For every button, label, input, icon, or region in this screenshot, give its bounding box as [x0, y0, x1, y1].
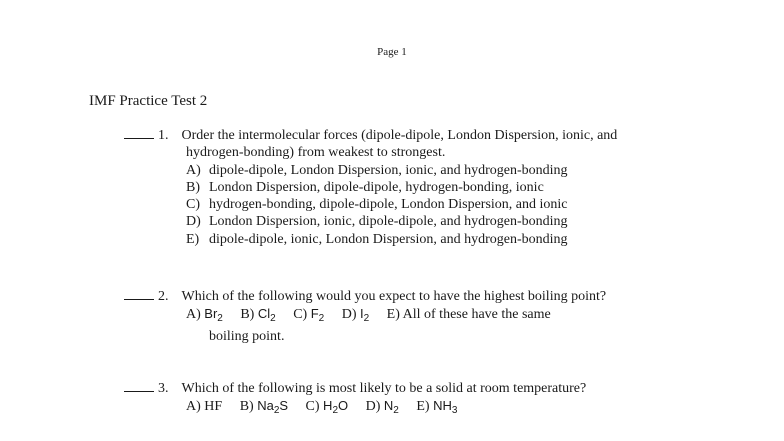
question-3: [124, 380, 586, 420]
answer-blank[interactable]: [124, 288, 154, 300]
question-text: Order the intermolecular forces (dipole-dipole, London Dispersion, ionic, and: [181, 128, 618, 143]
choice-b: B) London Dispersion, dipole-dipole, hydrogen-bonding, ionic: [186, 179, 544, 195]
test-title: IMF Practice Test 2: [89, 93, 208, 109]
choice-e: E) $NH_3$: [416, 398, 458, 417]
choice-b: B) $Na_2S$: [239, 398, 289, 417]
choice-c: C) $H_2O$: [305, 398, 349, 417]
question-text-cont: hydrogen-bonding) from weakest to strongest.: [186, 145, 446, 161]
question-number: 2.: [158, 289, 169, 304]
choice-c: C) hydrogen-bonding, dipole-dipole, London Dispersion, and ionic: [186, 197, 568, 213]
question-number: 1.: [158, 128, 169, 143]
choice-d: D) London Dispersion, ionic, dipole-dipole, and hydrogen-bonding: [186, 214, 568, 230]
question-text: Which of the following would you expect to have the highest boiling point?: [181, 289, 607, 304]
choice-e-cont: boiling point.: [209, 328, 285, 344]
choice-row: [124, 305, 606, 327]
answer-blank[interactable]: [124, 127, 154, 139]
choice-a: A) dipole-dipole, London Dispersion, ionic, and hydrogen-bonding: [186, 162, 568, 178]
choice-a: A) $Br_2$: [186, 306, 223, 325]
choice-a: A) HF: [186, 399, 223, 415]
question-number: 3.: [158, 381, 169, 396]
choice-d: D) $I_2$: [341, 306, 370, 325]
answer-blank[interactable]: [124, 380, 154, 392]
choice-e: E) dipole-dipole, ionic, London Dispersion, and hydrogen-bonding: [186, 231, 568, 247]
question-1: [124, 127, 617, 248]
question-2: [124, 288, 606, 345]
choice-e: E) All of these have the same: [386, 307, 551, 323]
choice-b: B) $Cl_2$: [240, 306, 276, 325]
choice-c: C) $F_2$: [293, 306, 325, 325]
page-number: Page 1: [377, 46, 407, 58]
question-text: Which of the following is most likely to be a solid at room temperature?: [181, 381, 587, 396]
choice-row: [124, 397, 586, 419]
choice-d: D) $N_2$: [365, 398, 399, 417]
